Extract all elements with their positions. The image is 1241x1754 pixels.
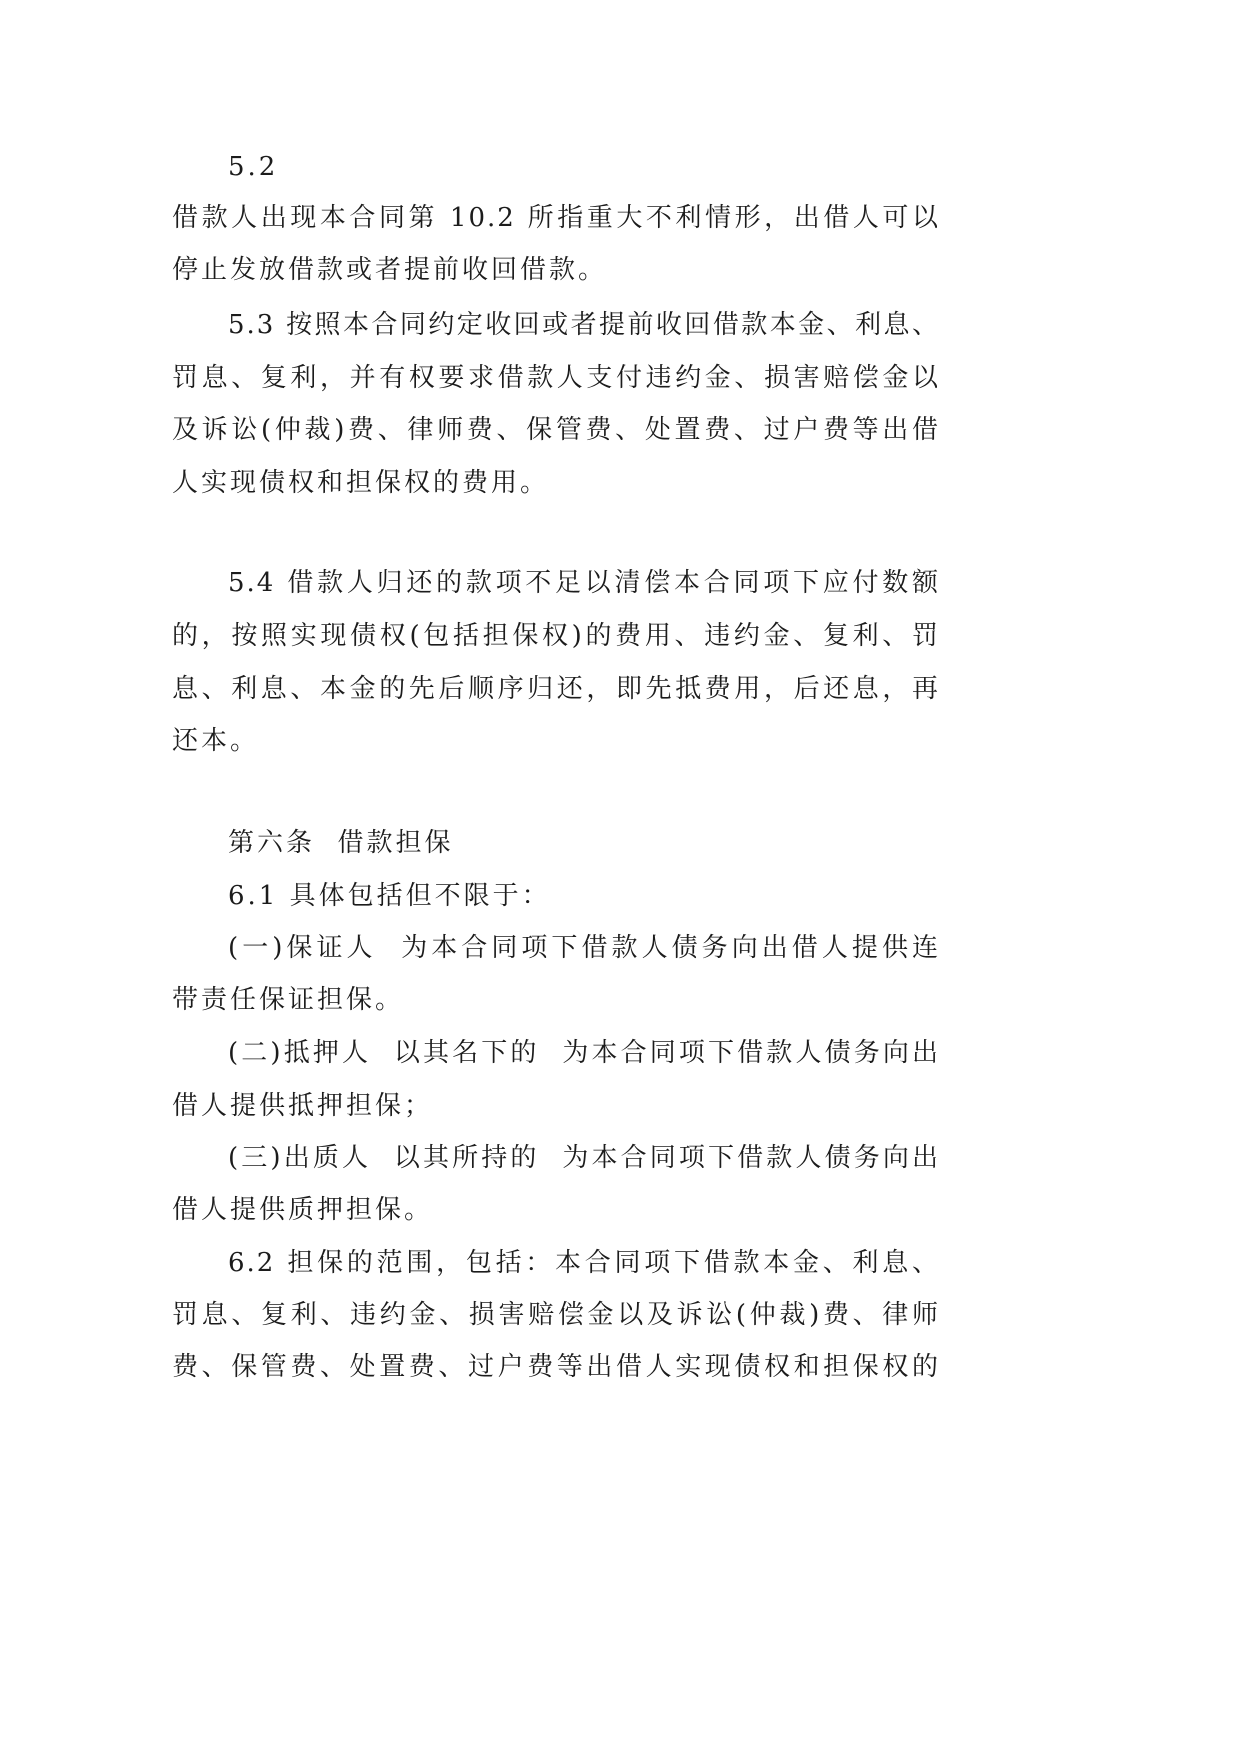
text-line: 还本。 [172, 726, 260, 756]
text-line: 5.4 借款人归还的款项不足以清偿本合同项下应付数额 [228, 568, 940, 598]
text-line: (二)抵押人 以其名下的 为本合同项下借款人债务向出 [228, 1038, 940, 1068]
text-line: 及诉讼(仲裁)费、律师费、保管费、处置费、过户费等出借 [172, 415, 940, 445]
article-heading: 第六条 借款担保 [228, 828, 454, 858]
text-line: 息、利息、本金的先后顺序归还，即先抵费用，后还息，再 [172, 674, 940, 704]
text-line: 的，按照实现债权(包括担保权)的费用、违约金、复利、罚 [172, 621, 940, 651]
text-line: (三)出质人 以其所持的 为本合同项下借款人债务向出 [228, 1143, 940, 1173]
text-line: 带责任保证担保。 [172, 985, 405, 1015]
text-line: 借人提供抵押担保； [172, 1091, 434, 1121]
text-line: 罚息、复利、违约金、损害赔偿金以及诉讼(仲裁)费、律师 [172, 1300, 940, 1330]
text-line: 借人提供质押担保。 [172, 1195, 434, 1225]
text-line: 费、保管费、处置费、过户费等出借人实现债权和担保权的 [172, 1352, 940, 1382]
text-line: 停止发放借款或者提前收回借款。 [172, 255, 608, 285]
text-line: (一)保证人 为本合同项下借款人债务向出借人提供连 [228, 933, 940, 963]
text-line: 罚息、复利，并有权要求借款人支付违约金、损害赔偿金以 [172, 363, 940, 393]
text-line: 借款人出现本合同第 10.2 所指重大不利情形，出借人可以 [172, 203, 940, 233]
text-line: 人实现债权和担保权的费用。 [172, 468, 550, 498]
text-line: 6.1 具体包括但不限于： [228, 881, 551, 911]
text-line: 5.3 按照本合同约定收回或者提前收回借款本金、利息、 [228, 310, 940, 340]
clause-number: 5.2 [228, 152, 279, 182]
text-line: 6.2 担保的范围，包括：本合同项下借款本金、利息、 [228, 1248, 940, 1278]
